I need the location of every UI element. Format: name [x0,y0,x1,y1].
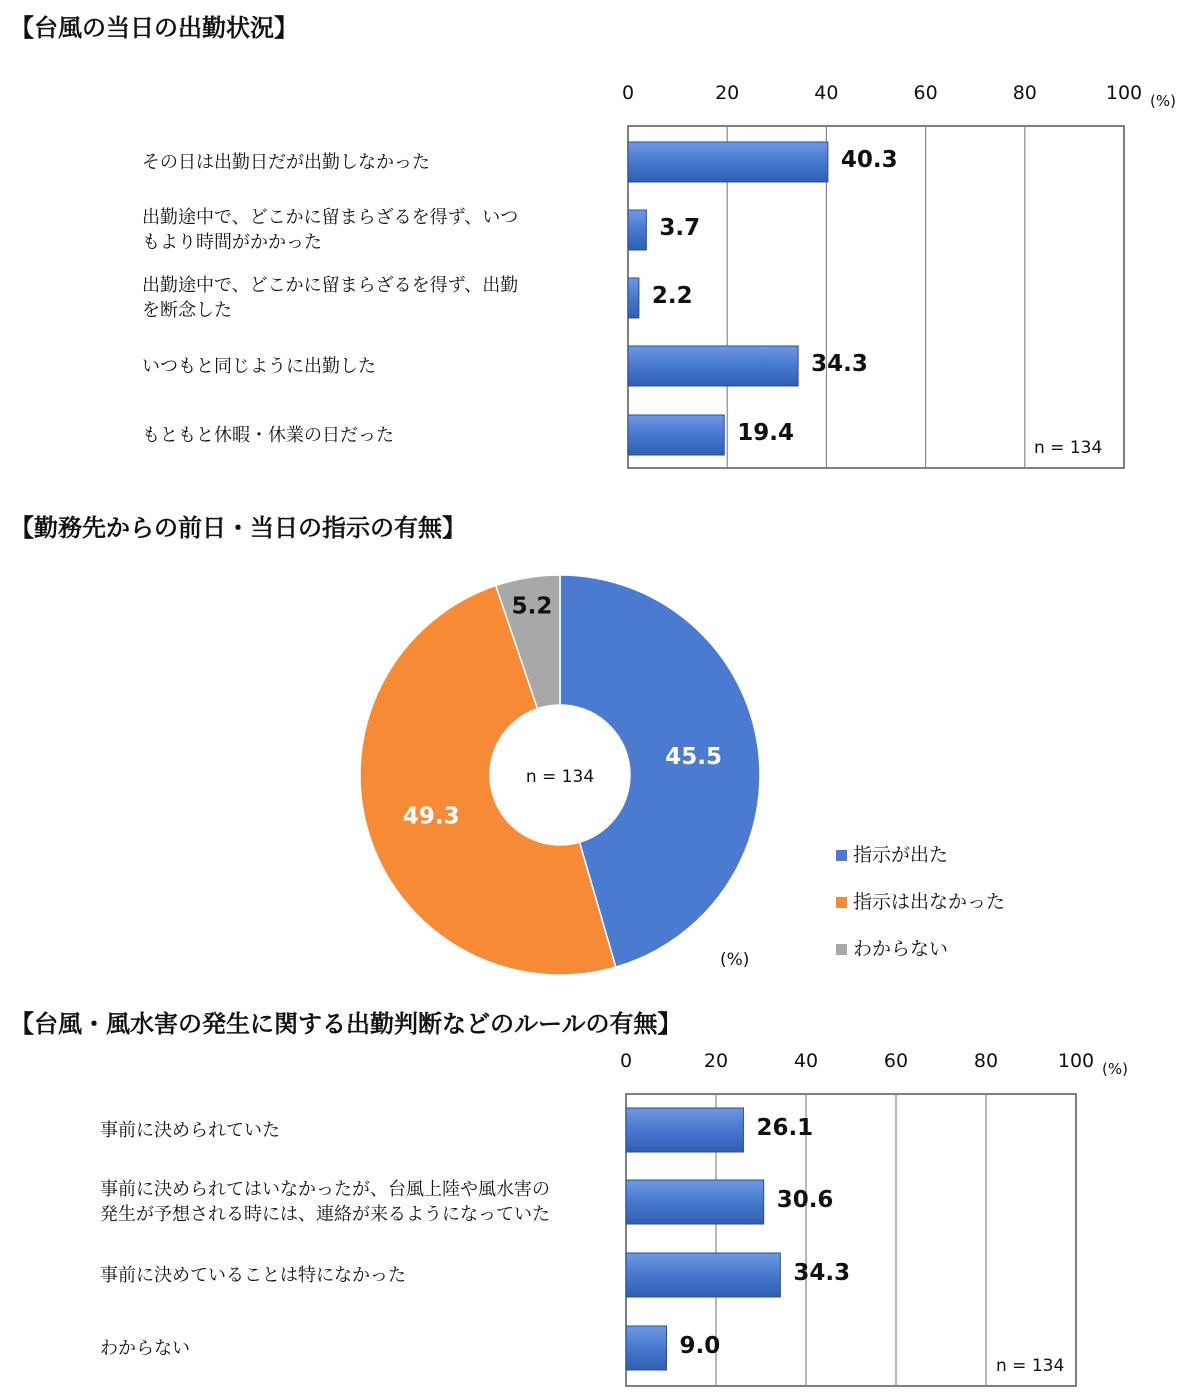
chart3-tick-label: 0 [619,1050,633,1072]
legend-swatch [836,850,847,861]
chart1-bar [628,278,639,318]
chart1-value-label: 19.4 [737,420,794,446]
chart1-value-label: 3.7 [659,215,701,241]
chart2-title: 【勤務先からの前日・当日の指示の有無】 [10,514,466,542]
chart1-tick-label: 60 [913,82,938,104]
chart3-n-label: n = 134 [996,1356,1065,1376]
chart1-bar [628,346,798,386]
chart1-tick-label: 20 [715,82,740,104]
chart3-bar [626,1108,743,1152]
legend-label: わからない [853,938,949,960]
chart2-legend-item [836,840,948,867]
chart2-value-label: 45.5 [665,743,723,770]
legend-swatch [836,944,847,955]
chart3-bar [626,1180,764,1224]
chart3-category-label: わからない [100,1337,190,1359]
chart2-center-label: n = 134 [525,767,595,787]
chart1-category-label: もともと休暇・休業の日だった [142,424,394,446]
chart3-value-label: 30.6 [776,1187,834,1213]
chart3-category-label: 発生が予想される時には、連絡が来るようになっていた [100,1204,550,1225]
chart1-bar [628,415,724,455]
chart1-unit-label: (%) [1150,92,1176,110]
chart1-tick-label: 100 [1105,82,1143,104]
chart3-value-label: 34.3 [793,1260,851,1286]
chart3-category-label: 事前に決められていた [100,1119,280,1141]
chart3-bar [626,1253,780,1297]
chart1-title: 【台風の当日の出勤状況】 [10,14,298,42]
chart2-value-label: 49.3 [402,803,460,830]
chart2-value-label: 5.2 [511,593,553,620]
chart1-category-label: その日は出勤日だが出勤しなかった [142,151,430,173]
chart3-tick-label: 20 [703,1050,729,1072]
chart1-category-label: 出勤途中で、どこかに留まらざるを得ず、いつ [142,207,519,228]
chart3-category-label: 事前に決められてはいなかったが、台風上陸や風水害の [100,1179,550,1200]
chart1-value-label: 40.3 [840,147,898,173]
chart3-bar [626,1326,667,1370]
chart1-bar [628,142,828,182]
chart3-tick-label: 100 [1057,1050,1095,1072]
chart1-category-label: 出勤途中で、どこかに留まらざるを得ず、出勤 [142,275,519,296]
chart3-value-label: 26.1 [756,1115,814,1141]
chart1-category-label: を断念した [142,300,232,321]
chart2-legend-item [836,934,948,961]
chart2-legend-item [836,887,1005,914]
chart1-bar [628,210,646,250]
chart3-category-label: 事前に決めていることは特になかった [100,1264,406,1286]
chart1-tick-label: 40 [814,82,839,104]
chart1-value-label: 2.2 [651,283,693,309]
chart3-tick-label: 60 [883,1050,909,1072]
chart1-tick-label: 0 [621,82,635,104]
chart2-unit-label: (%) [720,950,750,970]
chart1-tick-label: 80 [1012,82,1037,104]
chart3-value-label: 9.0 [679,1333,721,1359]
chart1-value-label: 34.3 [811,351,868,377]
chart3-tick-label: 80 [973,1050,999,1072]
chart1-category-label: もより時間がかかった [142,232,322,253]
legend-swatch [836,897,847,908]
legend-label: 指示は出なかった [853,891,1006,913]
chart3-unit-label: (%) [1102,1060,1128,1078]
chart1-category-label: いつもと同じように出勤した [142,355,376,377]
chart1-n-label: n = 134 [1034,438,1103,458]
legend-label: 指示が出た [853,844,949,866]
chart3-tick-label: 40 [793,1050,819,1072]
chart3-title: 【台風・風水害の発生に関する出勤判断などのルールの有無】 [10,1010,682,1038]
